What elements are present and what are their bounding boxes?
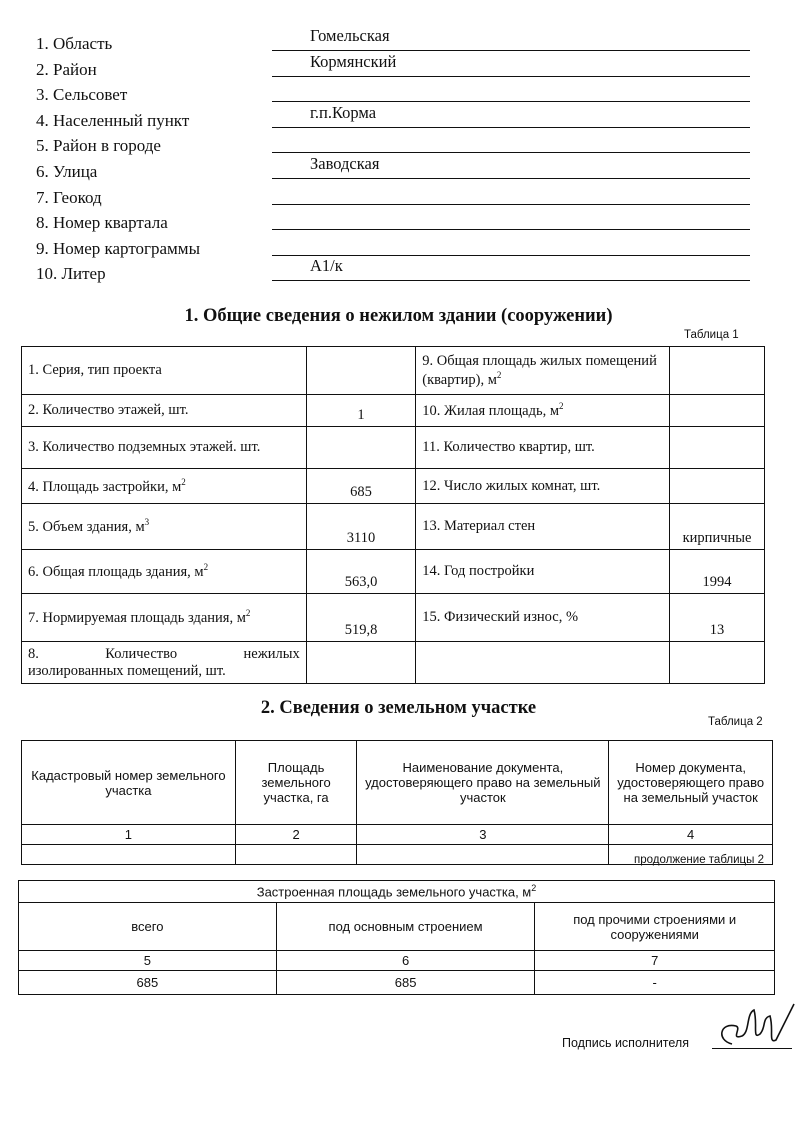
cell-label: 14. Год постройки: [422, 563, 535, 579]
column-number: 6: [276, 951, 535, 971]
cell-value: [357, 845, 609, 865]
table-row: [22, 469, 765, 504]
cell-label: 13. Материал стен: [422, 518, 536, 534]
region-label: 1. Область: [36, 34, 113, 53]
cell-label: 3. Количество подземных этажей. шт.: [28, 439, 261, 455]
cell-value: 563,0: [306, 550, 416, 594]
cell-value: [670, 469, 765, 504]
cell-label: 9. Общая площадь жилых помещений (квартир), м: [422, 352, 657, 388]
column-header: под основным строением: [276, 903, 535, 951]
cell-label: [416, 642, 670, 684]
street-label: 6. Улица: [36, 161, 98, 181]
superscript: 2: [559, 401, 564, 412]
cell-label: 4. Площадь застройки, м: [28, 478, 182, 495]
superscript: 2: [496, 369, 502, 380]
address-row-street: [30, 153, 750, 184]
table-row: [19, 951, 775, 971]
cell-value: 685: [19, 971, 277, 995]
cell-label: 15. Физический износ, %: [422, 609, 579, 625]
cell-value: 13: [670, 594, 765, 642]
underline: [272, 280, 750, 281]
section2-title: 2. Сведения о земельном участке: [260, 698, 537, 718]
column-number: 2: [235, 825, 356, 845]
column-header: Площадь земельного участка, га: [235, 741, 356, 825]
cartogram-number-label: 9. Номер картограммы: [36, 238, 200, 258]
address-row-letter: [30, 256, 750, 286]
land-plot-table: [21, 740, 773, 865]
settlement-value: г.п.Корма: [310, 102, 377, 122]
cell-value: 685: [276, 971, 535, 995]
cell-label: 10. Жилая площадь, м: [422, 402, 559, 419]
superscript: 2: [531, 883, 537, 894]
cell-value: [670, 642, 765, 684]
cell-value: -: [535, 971, 775, 995]
table-row: [22, 395, 765, 427]
table-row: [22, 347, 765, 395]
settlement-label: 4. Населенный пункт: [36, 110, 190, 130]
cell-value: 3110: [306, 504, 416, 550]
superscript: 2: [245, 608, 251, 619]
cell-label: 5. Объем здания, м: [28, 518, 145, 535]
table-header-row: [19, 881, 775, 903]
street-value: Заводская: [310, 153, 380, 173]
continuation-caption: продолжение таблицы 2: [634, 854, 764, 866]
cell-value: [670, 347, 765, 395]
cell-value: 519,8: [306, 594, 416, 642]
column-header: Кадастровый номер земельного участка: [22, 741, 236, 825]
cell-label: 8. Количество нежилых: [28, 645, 300, 662]
address-row-district: [30, 51, 750, 82]
section1-title: 1. Общие сведения о нежилом здании (сооружении): [184, 306, 613, 326]
cell-value: [22, 845, 236, 865]
address-row-city-district: [30, 132, 750, 158]
cell-value: 685: [306, 469, 416, 504]
table-header-row: [19, 903, 775, 951]
underline: [272, 229, 750, 230]
cell-label: 11. Количество квартир, шт.: [422, 439, 595, 455]
address-row-settlement: [30, 102, 750, 133]
table1-caption: Таблица 1: [684, 329, 739, 341]
cell-value: [670, 427, 765, 469]
address-row-geocode: [30, 184, 750, 210]
address-row-block-number: [30, 209, 750, 235]
column-header: под прочими строениями и сооружениями: [535, 903, 775, 951]
cell-value: 1: [306, 395, 416, 427]
table-row: [22, 594, 765, 642]
column-header: всего: [19, 903, 277, 951]
table-row: [19, 971, 775, 995]
cell-label: 1. Серия, тип проекта: [28, 362, 162, 378]
cell-value: [670, 395, 765, 427]
underline: [272, 204, 750, 205]
superscript: 2: [203, 562, 209, 573]
letter-label: 10. Литер: [36, 264, 106, 284]
address-block: [30, 26, 750, 286]
cell-label: изолированных помещений, шт.: [28, 662, 226, 679]
cell-value: [306, 642, 416, 684]
column-number: 3: [357, 825, 609, 845]
superscript: 3: [144, 517, 150, 528]
table-row: [22, 825, 773, 845]
cell-label: 2. Количество этажей, шт.: [28, 402, 189, 418]
letter-value: А1/к: [310, 256, 343, 276]
district-value: Кормянский: [310, 51, 397, 71]
signature-icon: [712, 1000, 797, 1056]
underline: [272, 255, 750, 256]
underline: [272, 178, 750, 179]
cell-value: [235, 845, 356, 865]
region-value: Гомельская: [310, 26, 390, 45]
superscript: 2: [181, 476, 186, 487]
column-number: 4: [609, 825, 773, 845]
table-row: [22, 427, 765, 469]
column-number: 1: [22, 825, 236, 845]
address-row-village-council: [30, 81, 750, 107]
cell-value: кирпичные: [670, 504, 765, 550]
column-header: Наименование документа, удостоверяющего право на земельный участок: [357, 741, 609, 825]
column-number: 7: [535, 951, 775, 971]
cell-value: [306, 427, 416, 469]
signature-label: Подпись исполнителя: [562, 1036, 689, 1050]
column-header: Номер документа, удостоверяющего право на земельный участок: [609, 741, 773, 825]
group-header: Застроенная площадь земельного участка, м: [256, 884, 532, 900]
cell-label: 6. Общая площадь здания, м: [28, 563, 204, 580]
district-label: 2. Район: [36, 59, 97, 79]
block-number-label: 8. Номер квартала: [36, 213, 168, 233]
underline: [272, 127, 750, 128]
geocode-label: 7. Геокод: [36, 187, 102, 207]
cell-value: [306, 347, 416, 395]
built-area-table: [18, 880, 775, 995]
table-row: [22, 550, 765, 594]
city-district-label: 5. Район в городе: [36, 136, 161, 156]
underline: [272, 76, 750, 77]
table-row: [22, 642, 765, 684]
table2-caption: Таблица 2: [708, 716, 763, 728]
building-info-table: [21, 346, 765, 684]
cell-label: 7. Нормируемая площадь здания, м: [28, 609, 246, 626]
cell-value: 1994: [670, 550, 765, 594]
cell-label: 12. Число жилых комнат, шт.: [422, 477, 601, 494]
table-row: [22, 504, 765, 550]
table-header-row: [22, 741, 773, 825]
address-row-cartogram-number: [30, 235, 750, 261]
village-council-label: 3. Сельсовет: [36, 85, 128, 105]
column-number: 5: [19, 951, 277, 971]
